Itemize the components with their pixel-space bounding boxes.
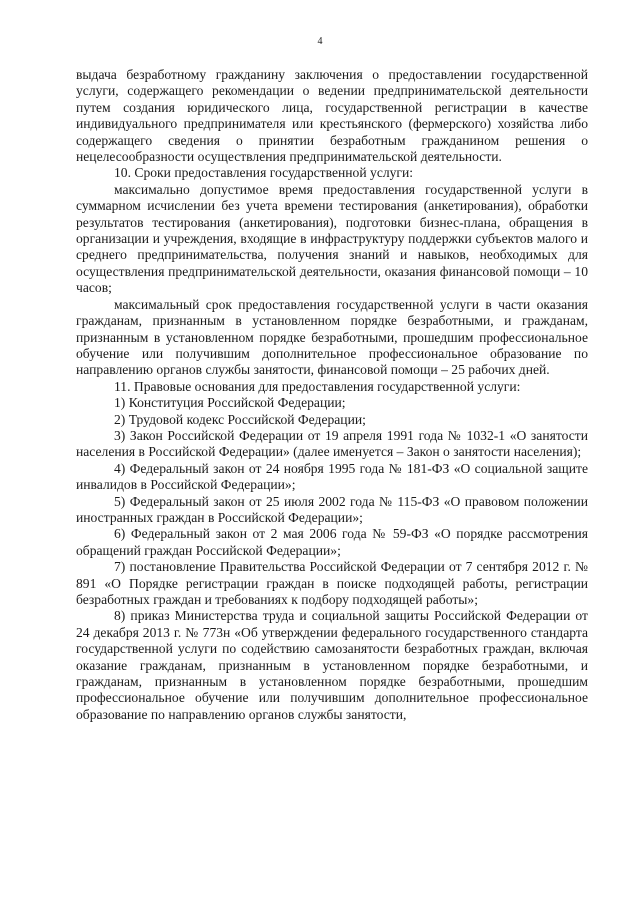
page-number: 4 (317, 36, 323, 47)
section-10-heading: 10. Сроки предоставления государственной услуги: (114, 165, 414, 181)
legal-basis-item-5: 5) Федеральный закон от 25 июля 2002 года № 115-ФЗ «О правовом положении иностранных граждан в Российской Федерации»; (76, 493, 588, 525)
legal-basis-item-1: 1) Конституция Российской Федерации; (114, 395, 346, 411)
legal-basis-item-3: 3) Закон Российской Федерации от 19 апреля 1991 года № 1032-1 «О занятости населения в Российской Федерации» (далее именуется – Закон о занятости населения); (76, 427, 588, 460)
paragraph-max-time: максимально допустимое время предоставления государственной услуги в суммарном исчислении без учета времени тестирования (анкетирования), обработки результатов тестирования (анкетирования), подготовки бизнес-плана, обращения в организации и учреждения, входящие в инфраструктуру поддержки субъектов малого и среднего предпринимательства, получения знаний и навыков, необходимых для осуществления предпринимательской деятельности, оказания финансовой помощи – 10 часов; (76, 181, 588, 296)
legal-basis-item-4: 4) Федеральный закон от 24 ноября 1995 года № 181-ФЗ «О социальной защите инвалидов в Российской Федерации»; (76, 460, 588, 493)
legal-basis-item-7: 7) постановление Правительства Российской Федерации от 7 сентября 2012 г. № 891 «О Порядке регистрации граждан в поиске подходящей работы, регистрации безработных граждан и требованиях к подбору подходящей работы»; (76, 559, 588, 607)
section-11-heading: 11. Правовые основания для предоставления государственной услуги: (114, 378, 521, 394)
paragraph-result-description: выдача безработному гражданину заключения о предоставлении государственной услуги, содержащего рекомендации о ведении предпринимательской деятельности путем создания юридического лица, государственной регистрации в качестве индивидуального предпринимателя или крестьянского (фермерского) хозяйства либо содержащего сведения о принятии безработным гражданином решения о нецелесообразности осуществления предпринимательской деятельности. (76, 67, 588, 165)
legal-basis-item-2: 2) Трудовой кодекс Российской Федерации; (114, 411, 366, 427)
legal-basis-item-6: 6) Федеральный закон от 2 мая 2006 года № 59-ФЗ «О порядке рассмотрения обращений граждан Российской Федерации»; (76, 526, 588, 558)
document-body (76, 67, 588, 723)
paragraph-max-term: максимальный срок предоставления государственной услуги в части оказания гражданам, признанным в установленном порядке безработными, и гражданам, признанным в установленном порядке безработными, прошедшим профессиональное обучение или получившим дополнительное профессиональное образование по направлению органов службы занятости, финансовой помощи – 25 рабочих дней. (76, 296, 588, 378)
legal-basis-item-8: 8) приказ Министерства труда и социальной защиты Российской Федерации от 24 декабря 2013 г. № 773н «Об утверждении федерального государственного стандарта государственной услуги по содействию самозанятости безработных граждан, включая оказание гражданам, признанным в установленном порядке безработными, и гражданам, признанным в установленном порядке безработными, прошедшим профессиональное обучение или получившим дополнительное профессиональное образование по направлению органов службы занятости, (76, 608, 588, 722)
